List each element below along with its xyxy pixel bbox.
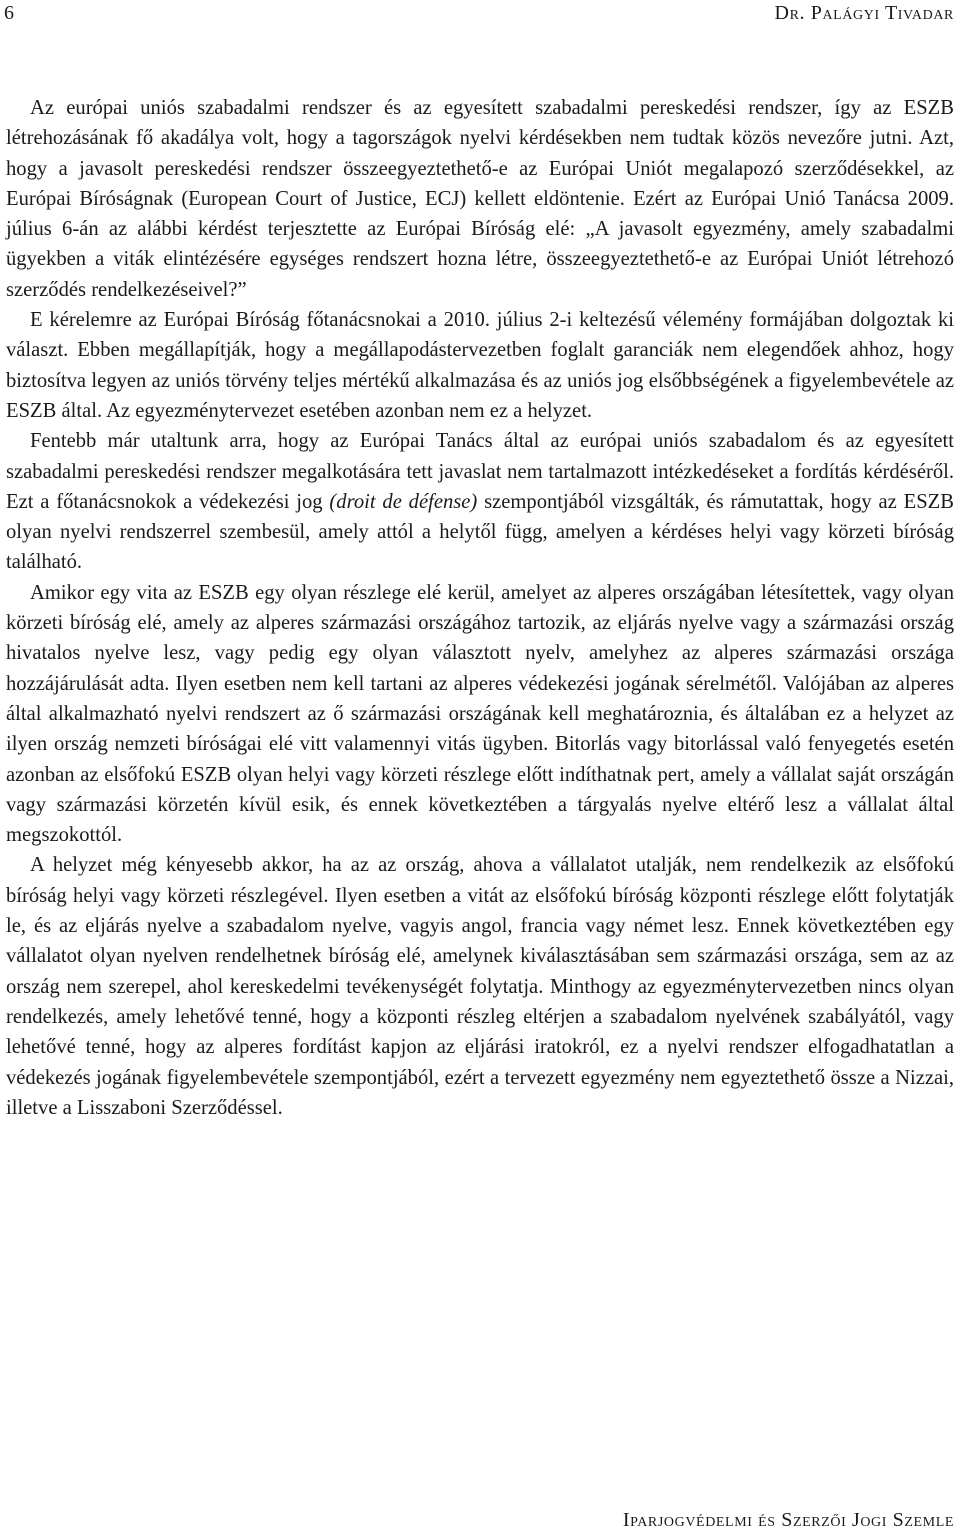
paragraph-3-text-after: szempontjából vizsgálták, és rámutattak, hogy az ESZB olyan nyelvi rendszerrel szembesül, amely attól a helytől függ, amelyen a kérdéses helyi vagy körzeti bíróság található. bbox=[6, 490, 954, 574]
paragraph-4: Amikor egy vita az ESZB egy olyan részlege elé kerül, amelyet az alperes országában létesítettek, vagy olyan körzeti bíróság elé, amely az alperes származási országához tartozik, az eljárás nyelve vagy a származási ország hivatalos nyelve lesz, vagy pedig egy olyan választott nyelv, amelyhez az alperes származási országa hozzájárulását adta. Ilyen esetben nem kell tartani az alperes védekezési jogának sérelmétől. Valójában az alperes által alkalmazható nyelvi rendszert az ő származási országának kell meghatároznia, és általában ez a helyzet az ilyen ország nemzeti bíróságai elé vitt valamennyi vitás ügyben. Bitorlás vagy bitorlással való fenyegetés esetén azonban az elsőfokú ESZB olyan helyi vagy körzeti részlege előtt indíthatnak pert, amely a vállalat saját országán vagy származási körzetén kívül esik, és ennek következtében a tárgyalás nyelve eltérő lesz a vállalat által megszokottól. bbox=[6, 581, 954, 847]
running-header bbox=[0, 0, 960, 30]
page-number: 6 bbox=[4, 2, 14, 24]
body-text bbox=[6, 93, 954, 1123]
paragraph-3-italic-term: (droit de défense) bbox=[329, 490, 478, 513]
running-footer-journal: Iparjogvédelmi és Szerzői Jogi Szemle bbox=[622, 1509, 954, 1531]
paragraph-1: Az európai uniós szabadalmi rendszer és az egyesített szabadalmi pereskedési rendszer, így az ESZB létrehozásának fő akadálya volt, hogy a tagországok nyelvi kérdésekben nem tudtak közös nevezőre jutni. Azt, hogy a javasolt pereskedési rendszer összeegyeztethető-e az Európai Uniót megalapozó szerződésekkel, az Európai Bíróságnak (European Court of Justice, ECJ) kellett eldöntenie. Ezért az Európai Unió Tanácsa 2009. július 6-án az alábbi kérdést terjesztette az Európai Bíróság elé: „A javasolt egyezmény, amely szabadalmi ügyekben a viták elintézésére egységes rendszert hozna létre, összeegyeztethető-e az Európai Uniót létrehozó szerződés rendelkezéseivel?” bbox=[6, 97, 954, 301]
paragraph-2: E kérelemre az Európai Bíróság főtanácsnokai a 2010. július 2-i keltezésű vélemény formájában dolgoztak ki választ. Ebben megállapítják, hogy a megállapodástervezetben foglalt garanciák nem elegendőek ahhoz, hogy biztosítva legyen az uniós törvény teljes mértékű alkalmazása és az uniós jog elsőbbségének a figyelembevétele az ESZB által. Az egyezménytervezet esetében azonban nem ez a helyzet. bbox=[6, 309, 954, 422]
paragraph-3 bbox=[6, 426, 954, 577]
running-head-author: Dr. Palágyi Tivadar bbox=[774, 2, 954, 24]
paragraph-3-text-before: Fentebb már utaltunk arra, hogy az Európai Tanács által az európai uniós szabadalom és az egyesített szabadalmi pereskedési rendszer megalkotására tett javaslat nem tartalmazott intézkedéseket a fordítás kérdéséről. Ezt a főtanácsnokok a védekezési jog bbox=[6, 430, 954, 513]
paragraph-5: A helyzet még kényesebb akkor, ha az az ország, ahova a vállalatot utalják, nem rendelkezik az elsőfokú bíróság helyi vagy körzeti részlegével. Ilyen esetben a vitát az elsőfokú bíróság központi részlege előtt folytatják le, és az eljárás nyelve a szabadalom nyelve, vagyis angol, francia vagy német lesz. Ennek következtében egy vállalatot olyan nyelven rendelhetnek bíróság elé, amelynek kiválasztásában sem származási országa, sem az az ország nem szerepel, ahol kereskedelmi tevékenységét folytatja. Minthogy az egyezménytervezetben nincs olyan rendelkezés, amely lehetővé tenné, hogy a központi részleg eltérjen a szabadalom nyelvének szabályától, vagy lehetővé tenné, hogy az alperes fordítást kapjon az eljárási iratokról, ez a nyelvi rendszer elfogadhatatlan a védekezés jogának figyelembevétele szempontjából, ezért a tervezett egyezmény nem egyeztethető össze a Nizzai, illetve a Lisszaboni Szerződéssel. bbox=[6, 854, 954, 1119]
